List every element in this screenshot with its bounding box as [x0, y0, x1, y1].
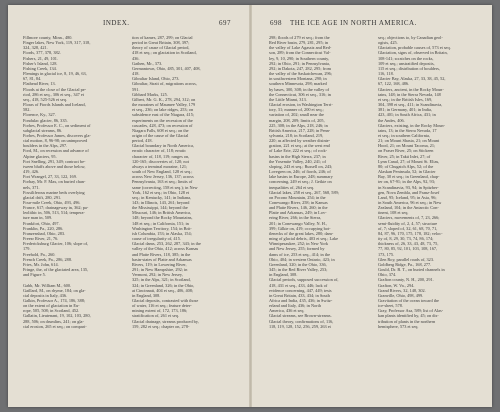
- index-line: in southwestern Montana, 290; in: [269, 76, 327, 82]
- index-line: ogists, 425.: [378, 40, 398, 46]
- index-line: 419, 426.: [23, 169, 40, 175]
- index-line: ley, 9, 10, 290; in Southern county,: [269, 55, 330, 61]
- index-line: Flemings in glacial ice, 8, 19, 46, 63,: [23, 71, 87, 77]
- book-spread: [8, 5, 492, 407]
- index-line: cause of irregularity of, 415.: [132, 236, 181, 242]
- index-line: Lynn Canal, 27; of Mount St. Elias,: [378, 158, 440, 164]
- index-line: Greenland, 320; in the Ohio, 336,: [269, 261, 327, 267]
- index-line: of water, 116 et seq.; feature deter-: [132, 303, 192, 309]
- index-line: Red River basin, 279, 281, 295; in: [269, 40, 329, 46]
- index-line: and Platte Rivers, 118, 385; in the: [132, 251, 191, 257]
- index-line: 173, 175.: [378, 251, 395, 257]
- index-line: Fredericksburg Glacier, 106; slope of,: [23, 241, 89, 247]
- index-line: Ohio, 404; in western Ontario, 423; in: [269, 256, 335, 262]
- index-line: glacial drift, 280, 291.: [23, 194, 62, 200]
- index-line: Ohio, 374.: [378, 272, 397, 278]
- index-line: 324; in Greenland, 326; in the Ohio,: [132, 282, 195, 288]
- index-line: southern Minnesota, 298; marked: [269, 81, 327, 87]
- index-line: Glaciers, ancient, in the Rocky Moun-: [378, 86, 444, 92]
- index-line: Washington Territory, 154; in Brit-: [132, 225, 192, 231]
- index-line: tion of kames, 287, 299; on Glacial: [132, 35, 193, 40]
- index-line: 201; in Conewango Valley, N. H.,: [269, 220, 328, 226]
- index-line: 84, 87, 96, 170, 175, 178, 182; veloc-: [378, 230, 443, 236]
- index-line: Forbes, Professor James, discovers gla-: [23, 132, 91, 138]
- left-page-column-2: [132, 35, 232, 329]
- index-line: 288, 506; on drumlins, 241; on gla-: [23, 318, 84, 324]
- index-line: Floras of Fiords Islands and Iceland,: [23, 102, 86, 108]
- index-line: Fishing Creek, 134.: [23, 65, 57, 71]
- index-line: 67, 122, 168, 486.: [378, 81, 410, 87]
- index-line: ish Columbia, 153; in Alaska, 154;: [132, 230, 192, 236]
- index-line: mining extent of, 172, 173, 186;: [132, 308, 188, 314]
- index-line: Freehold, Pa., 260.: [23, 251, 56, 257]
- index-line: Gilbert, Mr. G. K., 278, 294, 312; on: [132, 96, 196, 102]
- index-line: Fort Wrangel, 27, 33, 122, 169.: [23, 174, 77, 180]
- index-line: seq., 418, 525-526 et seq.: [23, 96, 67, 102]
- index-line: cial motion, 8, 96-98; on unimproved: [23, 138, 88, 144]
- index-line: et seq.; in southern California,: [378, 132, 431, 138]
- index-line: on the extent of glaciation in Eu-: [23, 303, 80, 309]
- index-line: Grand Rivers, 32, 148, 302.: [378, 287, 426, 293]
- index-line: Land, 95; Iceland, 95; in Asia, 96;: [378, 194, 437, 200]
- index-line: Conewango River, 258; in Kansas: [269, 200, 328, 205]
- index-line: erratic character of, 118; erratic: [132, 148, 187, 154]
- index-line: 115 et seq.; distribution of boulders,: [378, 65, 441, 71]
- index-line: erland and Italy, 436; in North: [269, 303, 321, 309]
- index-line: the Mississippi, 144; beyond the: [132, 205, 188, 211]
- index-line: Grafton, W. Va., 294.: [378, 282, 415, 288]
- index-line: Hood, 21; on Mount Tacoma, 21;: [378, 143, 436, 149]
- index-line: 399; Gilkie on, 419; occupying bot-: [269, 225, 331, 231]
- index-line: Glacial boundary in North America,: [132, 143, 194, 149]
- index-line: gration, 221 et seq.; at the west end: [269, 143, 330, 149]
- index-line: Gould, Dr. B. T., on buried channels in: [378, 267, 445, 273]
- index-line: 436.: [132, 55, 140, 61]
- index-line: kan plants identified by, 45; on dis-: [378, 313, 439, 319]
- index-line: York, 162 et seq.; in Ohio, 128 et: [132, 189, 190, 195]
- index-line: ity of, 8, 29, 30, 73, 74, 86, 174;: [378, 236, 434, 242]
- index-line: valley of the Ohio, 412; across Kansas: [132, 246, 199, 252]
- index-line: variation of, 202; small near the: [269, 112, 324, 118]
- index-line: 298; floods of 279 et seq.; from the: [269, 35, 330, 40]
- index-line: Glacial dams, 253, 262, 287, 343; in the: [132, 241, 201, 247]
- index-line: south of New England, 128 et seq.;: [132, 169, 193, 175]
- index-line: Frankfort, Ohio, 497.: [23, 220, 60, 226]
- index-line: theory of cause of Glacial period,: [132, 45, 190, 51]
- index-line: in England, 308.: [269, 272, 298, 278]
- index-line: Gibraltar Island, Ohio, 273.: [132, 76, 180, 82]
- index-line: the valley of Lake Agassiz and Red-: [269, 45, 332, 51]
- index-line: Galkin, Professor A., 174, 186, 388;: [23, 297, 86, 303]
- index-line: in South America, 96 et seq.; in New: [378, 200, 442, 205]
- index-line: Glaciation, signs of, observed in Britain,: [378, 50, 448, 56]
- index-line: 108-141; scratches on the rocks,: [378, 55, 434, 61]
- index-line: subglacial streams, 86.: [23, 127, 63, 133]
- index-line: Granville, Ohio, 498, 499.: [378, 292, 424, 298]
- left-page-column-1: [23, 35, 123, 329]
- index-line: always a terminal moraine, 121;: [132, 163, 188, 169]
- index-line: Gibbard Marks, 125.: [132, 91, 168, 97]
- index-line: 591.: [132, 86, 140, 92]
- index-line: sloping, 243 et seq.; Russell on, 243;: [269, 163, 333, 169]
- index-line: Freezr River, 21, 76.: [23, 236, 59, 242]
- index-line: Fishers, 21, 49, 101.: [23, 55, 58, 61]
- index-line: the valley of the Saskatchewan, 296;: [269, 71, 333, 77]
- index-line: dams of ice, 253 et seq., 414; in the: [269, 251, 330, 257]
- index-line: inequalities of, 264 et seq.: [269, 184, 315, 190]
- index-line: Winnipesaukee, 252; in New York: [269, 241, 329, 247]
- index-line: 381; in Germany, 401; in India,: [378, 107, 433, 113]
- index-line: the moraines of Maumee Valley, 179: [132, 102, 196, 108]
- index-line: evidence concerning, 447, 449; tests: [269, 287, 332, 293]
- index-line: Glaciers, existing, in the Rocky Moun-: [378, 122, 445, 128]
- index-line: 148 et seq.; in California, 151; in: [132, 220, 189, 226]
- index-line: 292; in Ohio, 291; in Pennsylvania,: [269, 60, 330, 66]
- index-line: margin, 208, 209; limits of, 205,: [269, 117, 325, 123]
- index-line: Vermont, 292; in New Jersey,: [132, 272, 183, 278]
- index-line: Grafton county, N. H., 200, 291.: [378, 277, 434, 283]
- index-line: basins in the High Sierra, 237; in: [269, 153, 326, 159]
- index-line: 179.: [23, 246, 31, 252]
- index-line: 304, 398 et seq., 411; in Scandinavia,: [378, 102, 443, 108]
- index-line: riod, 286 et seq., 306 et seq., 347 et: [23, 91, 84, 97]
- index-line: period, 418.: [132, 138, 153, 144]
- index-line: 291; in New Hampshire, 292; in: [132, 267, 188, 273]
- index-line: Niagara Falls, 608 et seq.; on the: [132, 127, 189, 133]
- index-line: cascades, 428, 473; on recession of: [132, 122, 193, 128]
- index-line: boulders in the Alps, 297.: [23, 143, 68, 149]
- index-line: 109 et seq.; unstratified deposits,: [378, 60, 435, 66]
- index-line: Fiords, 377, 378, 382.: [23, 50, 61, 56]
- index-line: in Scandinavia, 93, 94; in Spitzber-: [378, 184, 439, 190]
- index-line: Missouri, 146; in British America,: [132, 210, 191, 216]
- index-line: 120-165; discoveries of, 120; not: [132, 158, 189, 164]
- index-line: Glacial erosion, in Washington Terri-: [269, 102, 333, 108]
- index-line: Gibraltar, Strait of, migrations across,: [132, 81, 197, 87]
- index-line: America, 436 et seq.: [269, 308, 305, 314]
- left-page: [8, 5, 249, 407]
- index-line: Rivers, 119; in Lowering River,: [132, 261, 187, 267]
- index-line: 67, 81, 84.: [23, 76, 42, 82]
- index-line: tribution of plants in the northern: [378, 318, 436, 324]
- index-line: 77, 80, 85, 92, 101, 103, 108, 167,: [378, 246, 438, 252]
- index-line: the Andes, 406.: [378, 117, 405, 123]
- index-line: 21; on Mount Shasta, 21; on Mount: [378, 138, 440, 144]
- right-page-number: 698: [270, 19, 282, 27]
- index-line: tory, 31; manner of, 200 et seq.;: [269, 107, 324, 113]
- index-line: 292; in Dakota, 247, 282, 295; from: [269, 65, 331, 71]
- index-line: and Figure 5.: [23, 272, 46, 278]
- index-line: tween bluffs above and those below,: [23, 163, 86, 169]
- index-line: Fossiliferous marine beds overlying: [23, 189, 85, 195]
- index-line: Glen Roy, parallel roads of, 323.: [378, 256, 435, 262]
- index-line: 80; of Chugatch Alps, 52; of the: [378, 163, 434, 169]
- index-line: Forbes, Professor E. C., on sediment of: [23, 122, 91, 128]
- index-line: basin-states of Platte and Arkansas: [132, 256, 192, 262]
- index-line: et seq., 236; on lake ridges, 253; on: [132, 107, 194, 113]
- index-line: Florence, Ky., 327.: [23, 112, 56, 118]
- index-line: tains, 13; in the Sierra Nevada, 17: [378, 127, 437, 133]
- index-line: experiments on the recession of the: [132, 117, 193, 123]
- index-line: cial deposits in Italy, 436.: [23, 292, 68, 298]
- index-line: semi-fluidity of, 2, 4, 57; structure: [378, 220, 438, 226]
- index-line: Glaciation, probable causes of, 573 et seq.: [378, 45, 451, 51]
- index-line: lake basins in Europe, 248; summary: [269, 174, 333, 180]
- index-line: Gray, Professor Asa, 589; list of Alas-: [378, 308, 444, 314]
- index-line: Platte and Arkansas, 249; in Lov-: [269, 210, 327, 216]
- index-line: Glacial deposits, contrasted with those: [132, 297, 199, 303]
- index-line: Fries, Mr. John, 614.: [23, 261, 59, 267]
- index-line: hemisphere, 573 et seq.: [378, 323, 419, 329]
- index-line: on Pocono Mountain, 254; in the: [269, 194, 326, 200]
- index-line: Alpine glaciers, 95.: [23, 153, 57, 159]
- index-line: the Yosemite Valley, 240, 241; of: [269, 158, 326, 164]
- right-page-column-1: [269, 35, 369, 329]
- index-line: Finger lakes, New York, 119, 317, 318,: [23, 40, 91, 46]
- index-line: Fillmore county, Minn., 480.: [23, 35, 73, 40]
- right-page-title: THE ICE AGE IN NORTH AMERICA.: [290, 19, 417, 27]
- left-page-number: 697: [219, 19, 231, 27]
- index-line: et seq.; in the British Isles, 169,: [378, 96, 433, 102]
- index-line: Forbay, Mr. F. Max, on buried chan-: [23, 179, 86, 185]
- index-line: 423, 401; in South Africa, 431; in: [378, 112, 436, 118]
- index-line: 418.: [132, 71, 140, 77]
- index-line: 345; in the Red River Valley, 253;: [269, 267, 328, 273]
- index-line: on Fraser River, 25; on Stickeen: [378, 148, 434, 154]
- index-line: and New Jersey, 255; formed by: [269, 246, 325, 252]
- index-line: Gallatin, Lieutenant, 19, 102, 103, 280,: [23, 313, 91, 319]
- index-line: thickness of, 26, 33, 43, 48, 73, 75,: [378, 241, 439, 247]
- index-line: 418 et seq.; on glaciation in Scotland,: [132, 50, 197, 56]
- index-line: Germantown, Ohio, 485, 301, 407, 408,: [132, 65, 201, 71]
- index-line: seq.; objections to, by Canadian geol-: [378, 35, 443, 40]
- index-line: Bay, 30 et seq.; in Greenland, chap-: [378, 174, 440, 180]
- index-line: 116, 118.: [378, 71, 394, 77]
- left-page-title: INDEX.: [103, 19, 130, 27]
- index-line: ter on, 67-91; in the Alps, 92, 93;: [378, 179, 436, 185]
- index-line: 220; as affected by weather disinte-: [269, 138, 331, 144]
- index-line: Gabb, Mr. William M., 600.: [23, 282, 72, 288]
- index-line: 148; beyond the Rocky Mountains,: [132, 215, 193, 221]
- index-line: 159, 282 et seq.; chapter on, 278-: [132, 323, 190, 329]
- index-line: son, 289; from the Connecticut Val-: [269, 50, 331, 56]
- index-line: Alaskan Peninsula, 52; in Glacier: [378, 169, 436, 175]
- index-line: period in Great Britain, 308, 397;: [132, 40, 190, 46]
- index-line: Pennsylvania, 163 et seq.; limits of: [132, 179, 193, 185]
- index-line: Lovegren on, 246; of fiords, 246; of: [269, 169, 331, 175]
- index-line: Flathead River, 13.: [23, 81, 56, 87]
- index-line: cial erosion, 265 et seq.; on compari-: [23, 323, 87, 329]
- index-line: Fringe, the, of the glaciated area, 135,: [23, 267, 89, 273]
- index-line: France, 617; drainageway in, 362; pa-: [23, 205, 89, 211]
- index-line: tains, 148; in the Sierra Nevada, 148: [378, 91, 441, 97]
- index-line: character of, 118, 119; ranges on,: [132, 153, 190, 159]
- index-line: rope, 505, 508; in Scotland, 452.: [23, 308, 80, 314]
- index-line: nels, 371.: [23, 184, 40, 190]
- index-line: 118, 119, 128, 152, 256, 259, 263 et: [269, 323, 331, 329]
- right-page: [252, 5, 493, 407]
- index-line: Floods at the close of the Glacial pe-: [23, 86, 87, 92]
- index-line: gen, Nova Zembla, and Franz-Josef: [378, 189, 440, 195]
- index-line: and Platte Rivers, 146, 260; in the: [269, 205, 328, 211]
- index-line: Goldberg Ridge, Pa., 168, 277.: [378, 261, 432, 267]
- index-line: Ford, M., on recession and advance of: [23, 148, 89, 154]
- index-line: of Lake Erie, 222 et seq.; of rock-: [269, 148, 328, 154]
- index-line: tinent, 108 et seq.: [378, 210, 409, 216]
- index-line: 143; in Illinois, 143, 261; beyond: [132, 200, 190, 205]
- index-line: sylvania, 218; in Scotland, 219,: [269, 132, 324, 138]
- index-line: 325; in the Alps, 321; in Scotland,: [132, 277, 191, 283]
- index-line: ering River, 266; in the Sierra,: [269, 215, 322, 221]
- index-line: 324, 328, 421.: [23, 45, 48, 51]
- index-line: 225, 308; in the Alps, 218, 246; in: [269, 122, 328, 128]
- index-line: ice-sheet, 578.: [378, 303, 403, 309]
- index-line: ture man in, 509.: [23, 215, 53, 221]
- index-line: the Connecticut, 306 et seq., 316; in: [269, 91, 331, 97]
- index-line: stratification of, 261 et seq.: [132, 313, 180, 319]
- index-line: Gaillard, M., on rhyme, 184; on gla-: [23, 287, 86, 293]
- index-line: same (correcting, 158 et seq.); in New: [132, 184, 198, 190]
- index-line: the Little Miami, 313.: [269, 96, 307, 102]
- index-line: at Cincinnati, 404 et seq., 406, 408;: [132, 287, 194, 293]
- index-line: concerning, 249 et seq.; J. Geikie on: [269, 179, 332, 185]
- index-line: Fort Snelling, 291, 349; contract be-: [23, 158, 86, 164]
- index-line: Glacial drainage, streams produced by,: [132, 318, 199, 324]
- index-line: 582.: [23, 107, 31, 113]
- index-line: Zealand, 104; in the Antarctic Con-: [378, 205, 439, 211]
- index-line: seq.; in Kentucky, 141; in Indiana,: [132, 194, 192, 200]
- index-line: River, 25; in Takú Inlet, 27; of: [378, 153, 431, 159]
- index-line: Franklin, Pa., 220, 286.: [23, 225, 64, 231]
- index-line: Gathen, Mr., 373.: [132, 60, 163, 66]
- index-line: Glacial streams, see Brown-streams.: [269, 313, 332, 319]
- index-line: Africa and India, 435, 436; in Switz-: [269, 297, 333, 303]
- index-line: ming of glacial debris, 403 et seq.; Lake: [269, 236, 339, 242]
- index-line: French Creek, Pa., 286, 288.: [23, 256, 73, 262]
- index-line: Glaciers, movements of, 7, 23, 266;: [378, 215, 440, 221]
- index-line: in England, 308.: [132, 292, 161, 298]
- index-line: 418, 431 et seq., 433, 446; lack of: [269, 282, 328, 288]
- right-page-column-2: [378, 35, 478, 329]
- index-line: leolithic in, 506, 513, 514; tempera-: [23, 210, 85, 216]
- index-line: Franzensbad, Ohio, 283.: [23, 230, 66, 236]
- index-line: subsidence east of the Niagara, 415;: [132, 112, 195, 118]
- index-line: Glacial periods, supposed succession of,: [269, 277, 339, 283]
- index-line: tlenecks of the great lakes, 280; dam-: [269, 230, 334, 236]
- index-line: Glacial theory, confirmations of, 116,: [269, 318, 334, 324]
- index-line: across New Jersey, 136, 137; across: [132, 174, 194, 180]
- index-line: by bases, 300, 308; in the valley of: [269, 86, 330, 92]
- index-line: Four-mile Creek, Ohio, 493, 496.: [23, 200, 81, 205]
- index-line: Glacier Bay, Alaska, 27, 33, 38, 45, 52,: [378, 76, 446, 82]
- index-line: Glacial lakes, 258 et seq., 267, 568, 589;: [269, 189, 339, 195]
- index-line: of, 7; sloped of, 32, 61, 68, 70, 71,: [378, 225, 438, 231]
- index-line: Fisher's Island, 128.: [23, 60, 58, 66]
- index-line: in Great Britain, 433, 434; in South: [269, 292, 330, 298]
- index-line: Gravitation of the ocean toward the: [378, 297, 439, 303]
- index-line: Fondulac glacier, 86, 335.: [23, 117, 68, 123]
- index-line: British America, 217, 228; in Penn-: [269, 127, 331, 133]
- index-line: origin of the cause of the Glacial: [132, 132, 189, 138]
